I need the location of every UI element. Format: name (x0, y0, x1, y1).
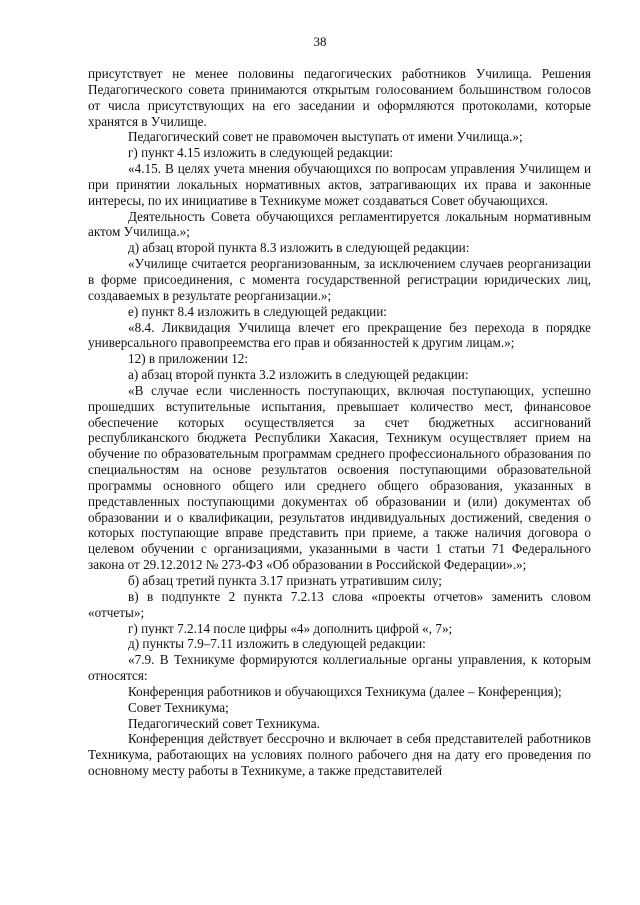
paragraph: г) пункт 7.2.14 после цифры «4» дополнить цифрой «, 7»; (128, 620, 453, 636)
paragraph: е) пункт 8.4 изложить в следующей редакции: (128, 303, 387, 319)
paragraph: «В случае если численность поступающих, включая поступающих, успешно прошедших вступительные испытания, превышает количество мест, финансовое обеспечение которых осуществляется за счет бюджетных ассигнований республиканского бюджета Республики Хакасия, Техникум осуществляет прием на обучение по образовательным программам среднего профессионального образования по специальностям на основе результатов освоения поступающими образовательной программы основного общего или среднего общего образования, указанных в представленных поступающими документах об образовании и (или) документах об образовании и о квалификации, результатов индивидуальных достижений, сведения о которых поступающие вправе представить при приеме, а также наличия договора о целевом обучении с организациями, указанными в части 1 статьи 71 Федерального закона от 29.12.2012 № 273-ФЗ «Об образовании в Российской Федерации».»; (88, 382, 591, 573)
paragraph: д) пункты 7.9–7.11 изложить в следующей редакции: (128, 636, 426, 652)
paragraph: Конференция работников и обучающихся Техникума (далее – Конференция); (128, 683, 562, 699)
paragraph: Педагогический совет не правомочен выступать от имени Училища.»; (128, 129, 523, 145)
paragraph: а) абзац второй пункта 3.2 изложить в следующей редакции: (128, 367, 469, 383)
page-number: 38 (313, 34, 327, 49)
paragraph: Деятельность Совета обучающихся регламентируется локальным нормативным актом Училища.»; (88, 208, 591, 240)
paragraph: б) абзац третий пункта 3.17 признать утратившим силу; (128, 573, 442, 588)
paragraph: Совет Техникума; (128, 699, 229, 715)
paragraph: г) пункт 4.15 изложить в следующей редакции: (128, 145, 394, 161)
paragraph: «8.4. Ликвидация Училища влечет его прекращение без перехода в порядке универсального правопреемства его прав и обязанностей к другим лицам.»; (88, 319, 591, 351)
paragraph: Конференция действует бессрочно и включает в себя представителей работников Техникума, работающих на условиях полного рабочего дня на дату его проведения по основному месту работы в Техникуме, а также представителей (88, 731, 591, 779)
paragraph: присутствует не менее половины педагогических работников Училища. Решения Педагогического совета принимаются открытым голосованием большинством голосов от числа присутствующих на его заседании и оформляются протоколами, которые хранятся в Училище. (88, 66, 591, 129)
paragraph: д) абзац второй пункта 8.3 изложить в следующей редакции: (128, 240, 470, 256)
paragraph: «7.9. В Техникуме формируются коллегиальные органы управления, к которым относятся: (88, 652, 591, 684)
document-body (88, 66, 591, 779)
paragraph: в) в подпункте 2 пункта 7.2.13 слова «проекты отчетов» заменить словом «отчеты»; (88, 588, 591, 620)
paragraph: «4.15. В целях учета мнения обучающихся по вопросам управления Училищем и при принятии локальных нормативных актов, затрагивающих их права и законные интересы, по их инициативе в Техникуме может создаваться Совет обучающихся. (88, 161, 591, 208)
paragraph: Педагогический совет Техникума. (128, 715, 320, 731)
paragraph: «Училище считается реорганизованным, за исключением случаев реорганизации в форме присоединения, с момента государственной регистрации юридических лиц, создаваемых в результате реорганизации.»; (88, 256, 591, 303)
paragraph: 12) в приложении 12: (128, 351, 249, 367)
